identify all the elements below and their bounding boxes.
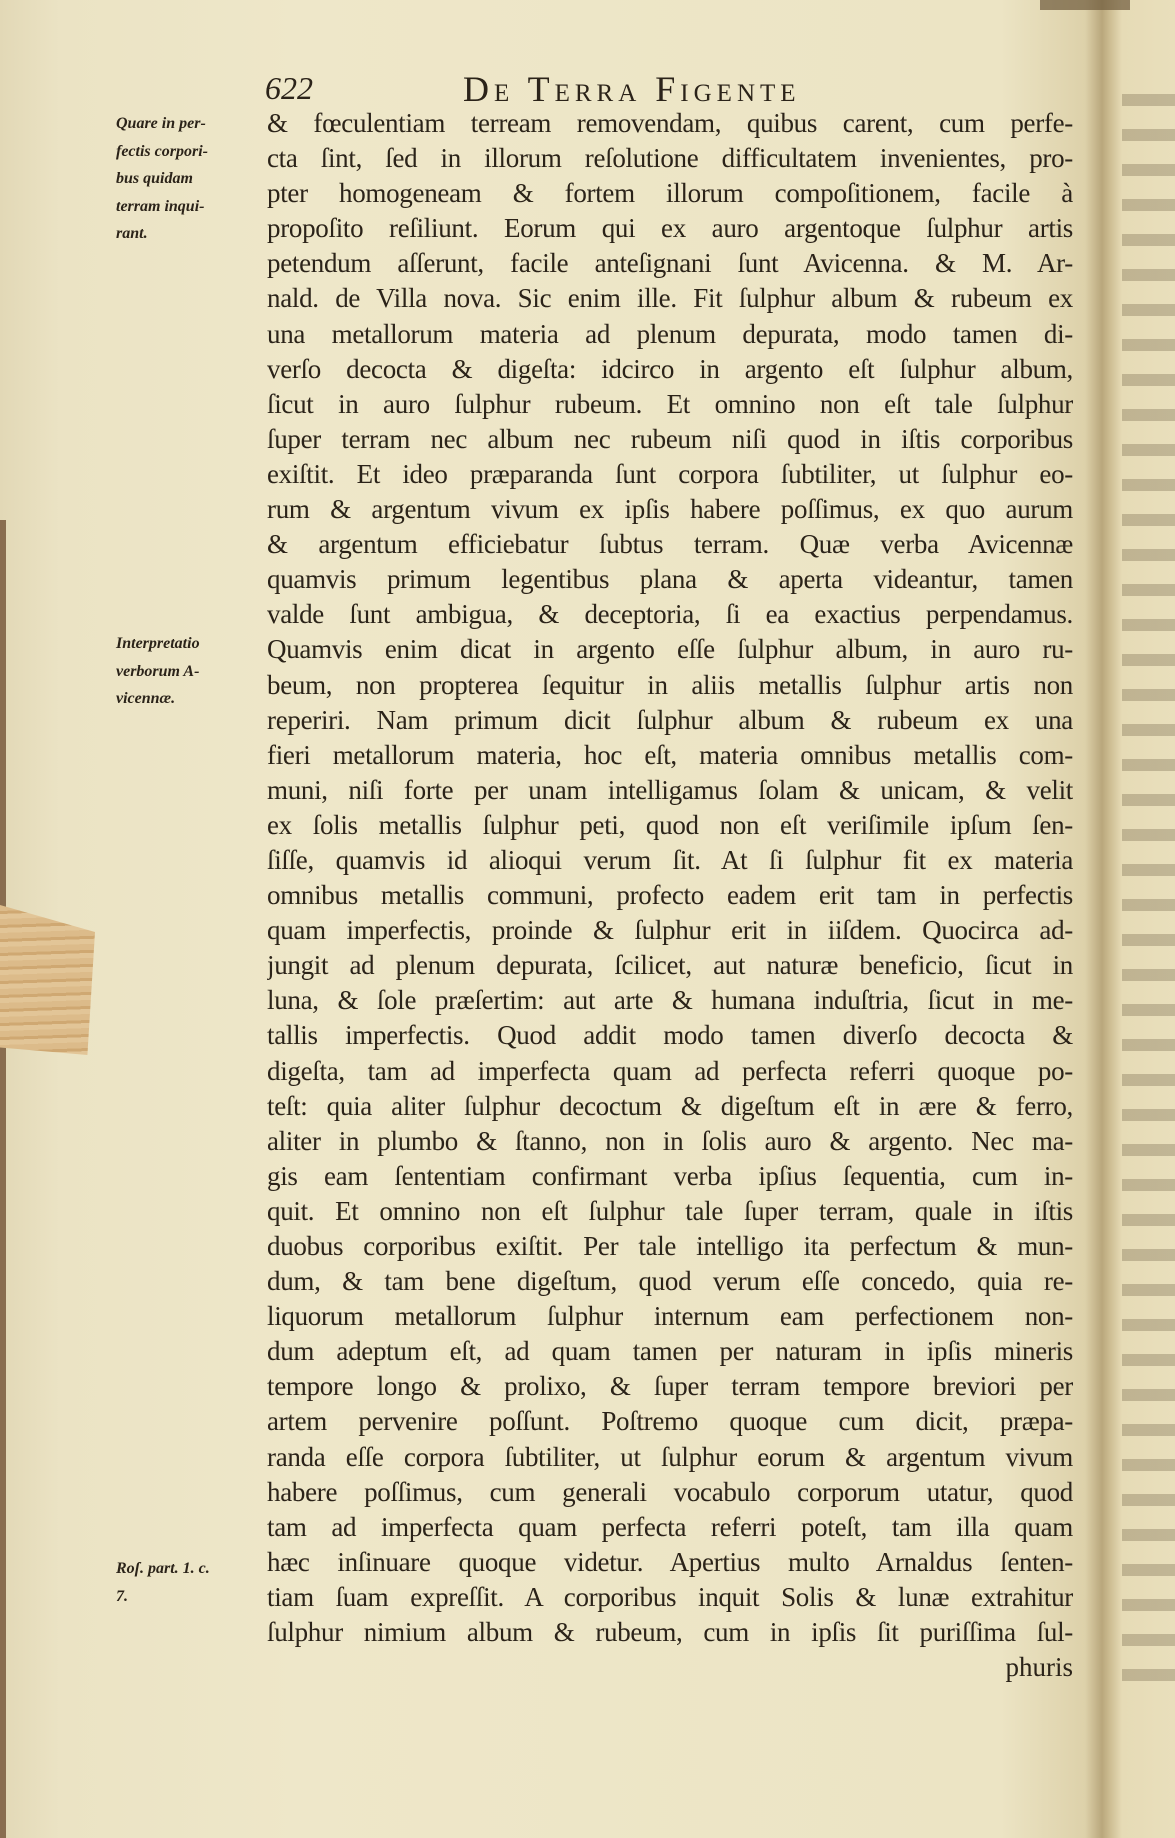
text-line: aliter in plumbo & ſtanno, non in ſolis auro & argento. Nec ma- [267, 1125, 1073, 1156]
text-line: verſo decocta & digeſta: idcirco in argento eſt ſulphur album, [267, 353, 1073, 384]
margin-note-line: terram inqui- [116, 197, 205, 215]
text-line: artem pervenire poſſunt. Poſtremo quoque cum dicit, præpa- [267, 1406, 1073, 1437]
running-title: De Terra Figente [463, 69, 801, 109]
text-line: reperiri. Nam primum dicit ſulphur album & rubeum ex una [267, 704, 1073, 735]
text-line: tiam ſuam expreſſit. A corporibus inquit Solis & lunæ extrahitur [267, 1581, 1073, 1612]
text-line: pter homogeneam & fortem illorum compoſitionem, facile à [267, 178, 1073, 209]
text-line: beum, non propterea ſequitur in aliis metallis ſulphur artis non [267, 669, 1073, 700]
text-line: fieri metallorum materia, hoc eſt, materia omnibus metallis com- [267, 739, 1073, 770]
text-line: Quamvis enim dicat in argento eſſe ſulphur album, in auro ru- [267, 634, 1073, 665]
text-line: liquorum metallorum ſulphur internum eam perfectionem non- [267, 1301, 1073, 1332]
margin-note [116, 630, 266, 713]
text-line: ſiſſe, quamvis id alioqui verum ſit. At ſi ſulphur fit ex materia [267, 844, 1073, 875]
text-line: habere poſſimus, cum generali vocabulo corporum utatur, quod [267, 1476, 1073, 1507]
text-line: ſuper terram nec album nec rubeum niſi quod in iſtis corporibus [267, 423, 1073, 454]
facing-page-edge [1122, 80, 1175, 1700]
text-line: una metallorum materia ad plenum depurata, modo tamen di- [267, 318, 1073, 349]
text-line: randa eſſe corpora ſubtiliter, ut ſulphur eorum & argentum vivum [267, 1441, 1073, 1472]
margin-note-line: bus quidam [116, 170, 193, 187]
text-line: duobus corporibus exiſtit. Per tale intelligo ita perfectum & mun- [267, 1231, 1073, 1261]
text-line: teſt: quia aliter ſulphur decoctum & digeſtum eſt in ære & ferro, [267, 1090, 1073, 1121]
text-line: ſicut in auro ſulphur rubeum. Et omnino non eſt tale ſulphur [267, 388, 1073, 419]
margin-note-line: fectis corpori- [116, 142, 208, 160]
body-text [267, 106, 1073, 1650]
margin-note-line: 7. [116, 1587, 128, 1605]
text-line: hæc inſinuare quoque videtur. Apertius multo Arnaldus ſenten- [267, 1546, 1073, 1577]
text-line: & argentum efficiebatur ſubtus terram. Quæ verba Avicennæ [267, 529, 1073, 560]
text-line: luna, & ſole præſertim: aut arte & humana induſtria, ſicut in me- [267, 985, 1073, 1016]
page-top-shadow [1040, 0, 1130, 10]
text-line: tallis imperfectis. Quod addit modo tamen diverſo decocta & [267, 1020, 1073, 1051]
margin-note-line: Quare in per- [116, 115, 206, 132]
margin-note-line: Interpretatio [116, 635, 200, 652]
margin-note-line: vicennæ. [116, 690, 176, 707]
text-line: quam imperfectis, proinde & ſulphur erit in iiſdem. Quocirca ad- [267, 915, 1073, 946]
text-line: nald. de Villa nova. Sic enim ille. Fit ſulphur album & rubeum ex [267, 283, 1073, 314]
text-line: rum & argentum vivum ex ipſis habere poſſimus, ex quo aurum [267, 494, 1073, 525]
margin-note [116, 110, 266, 248]
text-line: valde ſunt ambigua, & deceptoria, ſi ea exactius perpendamus. [267, 599, 1073, 630]
text-line: ex ſolis metallis ſulphur peti, quod non eſt veriſimile ipſum ſen- [267, 809, 1073, 840]
text-line: gis eam ſententiam confirmant verba ipſius ſequentia, cum in- [267, 1160, 1073, 1191]
margin-note-line: Roſ. part. 1. c. [116, 1560, 210, 1577]
text-line: tempore longo & prolixo, & ſuper terram tempore breviori per [267, 1371, 1073, 1402]
book-cover-edge [0, 520, 6, 1838]
text-line: petendum aſſerunt, facile anteſignani ſunt Avicenna. & M. Ar- [267, 248, 1073, 279]
margin-note [116, 1555, 266, 1610]
text-line: & fœculentiam terream removendam, quibus carent, cum perfe- [267, 108, 1073, 138]
text-line: ſulphur nimium album & rubeum, cum in ipſis ſit puriſſima ſul- [267, 1617, 1073, 1648]
margin-note-line: verborum A- [116, 662, 200, 680]
text-line: jungit ad plenum depurata, ſcilicet, aut naturæ beneficio, ſicut in [267, 950, 1073, 981]
margin-note-line: rant. [116, 225, 148, 242]
text-line: exiſtit. Et ideo præparanda ſunt corpora ſubtiliter, ut ſulphur eo- [267, 458, 1073, 489]
text-line: cta ſint, ſed in illorum reſolutione difficultatem invenientes, pro- [267, 143, 1073, 174]
text-line: quit. Et omnino non eſt ſulphur tale ſuper terram, quale in iſtis [267, 1195, 1073, 1226]
text-line: quamvis primum legentibus plana & aperta videantur, tamen [267, 564, 1073, 595]
text-line: omnibus metallis communi, profecto eadem erit tam in perfectis [267, 880, 1073, 911]
text-line: muni, niſi forte per unam intelligamus ſolam & unicam, & velit [267, 774, 1073, 805]
text-line: dum, & tam bene digeſtum, quod verum eſſe concedo, quia re- [267, 1266, 1073, 1297]
bookmark-tab [0, 905, 95, 1055]
text-line: tam ad imperfecta quam perfecta referri poteſt, tam illa quam [267, 1511, 1073, 1542]
text-line: propoſito reſiliunt. Eorum qui ex auro argentoque ſulphur artis [267, 213, 1073, 244]
text-line: dum adeptum eſt, ad quam tamen per naturam in ipſis mineris [267, 1336, 1073, 1367]
text-line: digeſta, tam ad imperfecta quam ad perfecta referri quoque po- [267, 1055, 1073, 1086]
page-number: 622 [265, 70, 313, 106]
catchword: phuris [1005, 1652, 1073, 1682]
